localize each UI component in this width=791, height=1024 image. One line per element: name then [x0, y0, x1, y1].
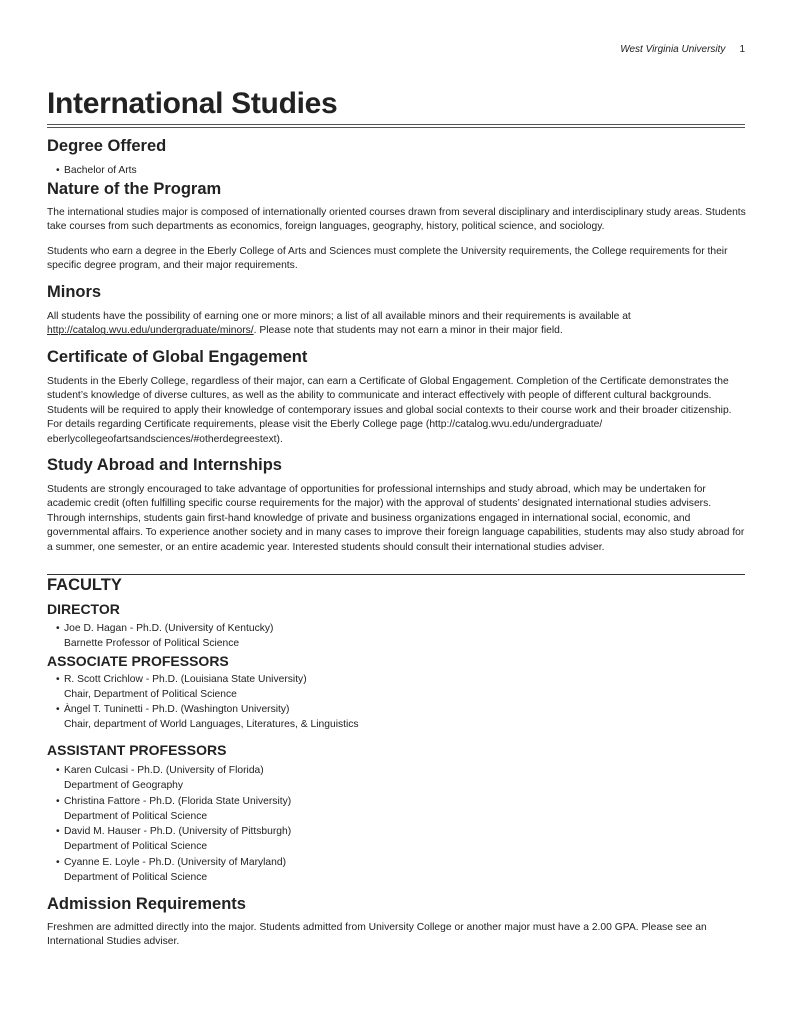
faculty-role: Department of Geography	[64, 779, 184, 791]
certificate-heading: Certificate of Global Engagement	[47, 348, 308, 366]
faculty-heading: FACULTY	[47, 576, 122, 594]
certificate-paragraph: Students in the Eberly College, regardless of their major, can earn a Certificate of Global Engagement. Completion of the Certificate demonstrates the student’s knowledge of diverse cultures, as well as the ability to communicate and interact effectively with people of different cultural backgrounds. Students will be required to apply their knowledge of contemporary issues and global social contexts to their course work and their broader citizenship. For details regarding Certificate requirements, please visit the Eberly College page (http://catalog.wvu.edu/undergraduate/ eberlycollegeofartsandsciences/#otherdegreestext).	[47, 376, 732, 445]
running-header	[620, 44, 745, 55]
faculty-role: Chair, department of World Languages, Literatures, & Linguistics	[64, 718, 359, 730]
degree-heading: Degree Offered	[47, 137, 167, 155]
faculty-name: Joe D. Hagan - Ph.D. (University of Kentucky)	[64, 623, 274, 634]
minors-heading: Minors	[47, 283, 102, 301]
faculty-member: • Cyanne E. Loyle - Ph.D. (University of Maryland) Department of Political Science	[47, 856, 744, 885]
associate-heading: ASSOCIATE PROFESSORS	[47, 653, 229, 669]
faculty-member: • Karen Culcasi - Ph.D. (University of Florida) Department of Geography	[47, 764, 744, 793]
faculty-role: Department of Political Science	[64, 840, 208, 852]
faculty-member: • Joe D. Hagan - Ph.D. (University of Kentucky) Barnette Professor of Political Science	[47, 622, 744, 651]
minors-paragraph	[47, 310, 747, 339]
faculty-name: Àngel T. Tuninetti - Ph.D. (Washington University)	[64, 704, 290, 715]
study-abroad-paragraph: Students are strongly encouraged to take advantage of opportunities for professional internships and study abroad, which may be undertaken for academic credit (often fulfilling specific course requirements for the major) with the approval of students’ designated international studies advisers. Through internships, students gain first-hand knowledge of private and business organizations engaged in international social, economic, and governmental affairs. To experience another society and in many cases to improve their foreign language capabilities, students may also study abroad for a summer, one semester, or an entire academic year. Interested students should consult their international studies adviser.	[47, 484, 745, 553]
faculty-member: • Àngel T. Tuninetti - Ph.D. (Washington University) Chair, department of World Languages, Literatures, & Linguistics	[47, 703, 744, 732]
minors-text: All students have the possibility of earning one or more minors; a list of all available minors and their requirements is available at	[47, 311, 631, 322]
faculty-role: Chair, Department of Political Science	[64, 688, 237, 700]
page-title: International Studies	[47, 87, 338, 120]
institution-name: West Virginia University	[620, 44, 726, 55]
nature-heading: Nature of the Program	[47, 180, 222, 198]
minors-text-end: . Please note that students may not earn a minor in their major field.	[253, 325, 563, 337]
nature-paragraph-1: The international studies major is composed of internationally oriented courses drawn from several disciplinary and interdisciplinary study areas. Students take courses from such departments as economics, foreign languages, geography, history, political science, and sociology.	[47, 207, 746, 233]
degree-name: Bachelor of Arts	[64, 165, 137, 176]
list-item: • Bachelor of Arts	[56, 165, 137, 176]
minors-link[interactable]: http://catalog.wvu.edu/undergraduate/minors/	[47, 325, 254, 337]
study-abroad-heading: Study Abroad and Internships	[47, 456, 282, 474]
assistant-heading: ASSISTANT PROFESSORS	[47, 742, 227, 758]
faculty-name: R. Scott Crichlow - Ph.D. (Louisiana State University)	[64, 674, 307, 685]
faculty-name: Cyanne E. Loyle - Ph.D. (University of Maryland)	[64, 857, 287, 868]
admission-heading: Admission Requirements	[47, 895, 246, 913]
admission-paragraph: Freshmen are admitted directly into the major. Students admitted from University College or another major must have a 2.00 GPA. Please see an International Studies adviser.	[47, 922, 707, 948]
faculty-role: Department of Political Science	[64, 871, 208, 883]
faculty-name: David M. Hauser - Ph.D. (University of Pittsburgh)	[64, 826, 292, 837]
faculty-member: • R. Scott Crichlow - Ph.D. (Louisiana State University) Chair, Department of Political Science	[47, 673, 744, 702]
faculty-name: Christina Fattore - Ph.D. (Florida State University)	[64, 796, 292, 807]
page-number: 1	[739, 44, 745, 55]
title-rule	[47, 124, 745, 128]
nature-paragraph-2: Students who earn a degree in the Eberly College of Arts and Sciences must complete the University requirements, the College requirements for their specific degree program, and their major requirements.	[47, 246, 728, 272]
section-rule	[47, 574, 745, 575]
director-heading: DIRECTOR	[47, 601, 120, 617]
faculty-role: Barnette Professor of Political Science	[64, 637, 240, 649]
faculty-role: Department of Political Science	[64, 810, 208, 822]
faculty-name: Karen Culcasi - Ph.D. (University of Florida)	[64, 765, 264, 776]
faculty-member: • David M. Hauser - Ph.D. (University of Pittsburgh) Department of Political Science	[47, 825, 744, 854]
faculty-member: • Christina Fattore - Ph.D. (Florida State University) Department of Political Science	[47, 795, 744, 824]
